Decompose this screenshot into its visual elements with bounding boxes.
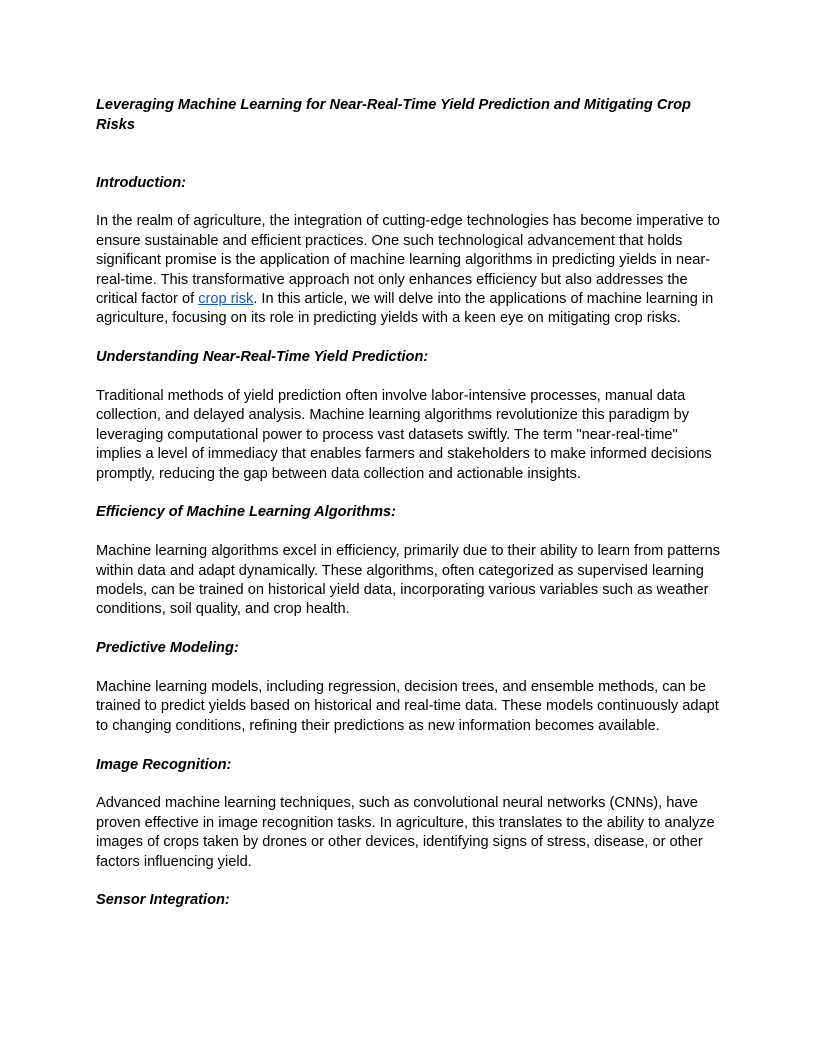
- document-title: Leveraging Machine Learning for Near-Real-Time Yield Prediction and Mitigating Crop Risks: [96, 97, 691, 133]
- image-recognition-heading: Image Recognition:: [96, 756, 232, 773]
- introduction-text-before-link: In the realm of agriculture, the integration of cutting-edge technologies has become imperative to ensure sustainable and efficient practices. One such technological advancement that holds significant promise is the application of machine learning algorithms in predicting yields in near-real-time. This transformative approach not only enhances efficiency but also addresses the critical factor of: [96, 213, 720, 307]
- sensor-integration-heading: Sensor Integration:: [96, 892, 230, 909]
- document-body: [96, 95, 726, 911]
- introduction-heading: Introduction:: [96, 174, 186, 191]
- crop-risk-link[interactable]: crop risk: [198, 290, 254, 307]
- efficiency-paragraph: Machine learning algorithms excel in efficiency, primarily due to their ability to learn from patterns within data and adapt dynamically. These algorithms, often categorized as supervised learning models, can be trained on historical yield data, incorporating various variables such as weather conditions, soil quality, and crop health.: [96, 543, 721, 618]
- image-recognition-paragraph: Advanced machine learning techniques, such as convolutional neural networks (CNNs), have proven effective in image recognition tasks. In agriculture, this translates to the ability to analyze images of crops taken by drones or other devices, identifying signs of stress, disease, or other factors influencing yield.: [96, 795, 715, 870]
- understanding-heading: Understanding Near-Real-Time Yield Prediction:: [96, 349, 429, 366]
- introduction-text-after-link: . In this article, we will delve into the applications of machine learning in agriculture, focusing on its role in predicting yields with a keen eye on mitigating crop risks.: [96, 290, 714, 327]
- understanding-paragraph: Traditional methods of yield prediction often involve labor-intensive processes, manual data collection, and delayed analysis. Machine learning algorithms revolutionize this paradigm by leveraging computational power to process vast datasets swiftly. The term "near-real-time" implies a level of immediacy that enables farmers and stakeholders to make informed decisions promptly, reducing the gap between data collection and actionable insights.: [96, 387, 712, 482]
- predictive-modeling-paragraph: Machine learning models, including regression, decision trees, and ensemble methods, can be trained to predict yields based on historical and real-time data. These models continuously adapt to changing conditions, refining their predictions as new information becomes available.: [96, 678, 719, 734]
- predictive-modeling-heading: Predictive Modeling:: [96, 640, 239, 657]
- introduction-paragraph: [96, 212, 726, 328]
- efficiency-heading: Efficiency of Machine Learning Algorithms:: [96, 504, 397, 521]
